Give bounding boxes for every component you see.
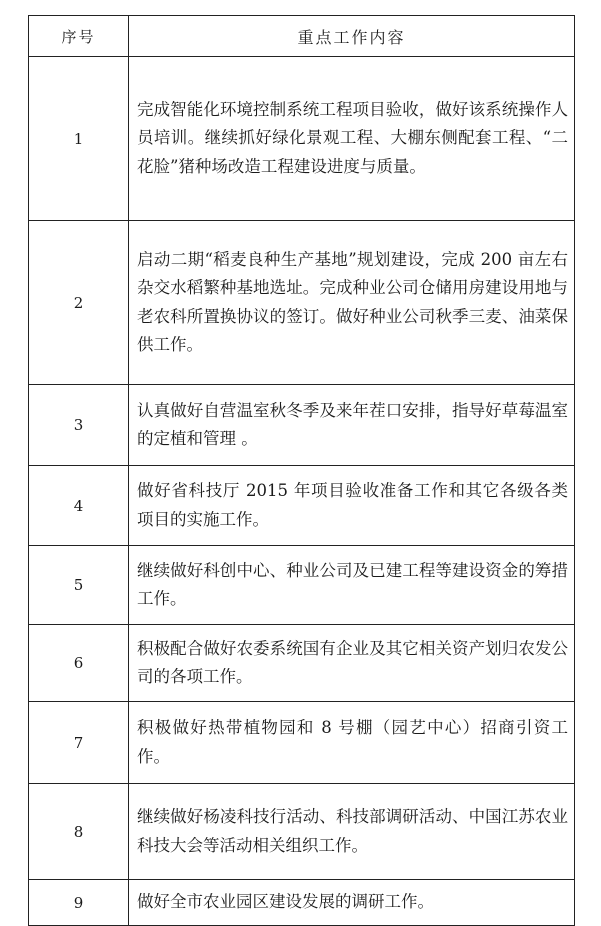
row-number: 8	[29, 784, 129, 880]
table-row	[29, 702, 575, 784]
row-content: 做好全市农业园区建设发展的调研工作。	[129, 880, 575, 926]
table-header-row	[29, 16, 575, 57]
table-row	[29, 221, 575, 385]
row-number: 5	[29, 546, 129, 625]
row-content: 认真做好自营温室秋冬季及来年茬口安排，指导好草莓温室的定植和管理 。	[129, 385, 575, 466]
row-number: 9	[29, 880, 129, 926]
row-number: 1	[29, 57, 129, 221]
table-row	[29, 625, 575, 702]
row-content: 继续做好科创中心、种业公司及已建工程等建设资金的筹措工作。	[129, 546, 575, 625]
table-row	[29, 880, 575, 926]
row-content: 继续做好杨凌科技行活动、科技部调研活动、中国江苏农业科技大会等活动相关组织工作。	[129, 784, 575, 880]
table-row	[29, 784, 575, 880]
table-row	[29, 57, 575, 221]
row-number: 3	[29, 385, 129, 466]
row-content: 做好省科技厅 2015 年项目验收准备工作和其它各级各类项目的实施工作。	[129, 466, 575, 546]
row-number: 2	[29, 221, 129, 385]
row-content: 积极做好热带植物园和 8 号棚（园艺中心）招商引资工作。	[129, 702, 575, 784]
row-number: 6	[29, 625, 129, 702]
table-row	[29, 385, 575, 466]
work-plan-table	[28, 15, 575, 926]
table-row	[29, 546, 575, 625]
header-key-work-content: 重点工作内容	[129, 16, 575, 57]
table-row	[29, 466, 575, 546]
row-content: 完成智能化环境控制系统工程项目验收，做好该系统操作人员培训。继续抓好绿化景观工程、大棚东侧配套工程、“二花脸”猪种场改造工程建设进度与质量。	[129, 57, 575, 221]
row-number: 7	[29, 702, 129, 784]
row-content: 积极配合做好农委系统国有企业及其它相关资产划归农发公司的各项工作。	[129, 625, 575, 702]
row-number: 4	[29, 466, 129, 546]
header-serial-number: 序号	[29, 16, 129, 57]
row-content: 启动二期“稻麦良种生产基地”规划建设，完成 200 亩左右杂交水稻繁种基地选址。完成种业公司仓储用房建设用地与老农科所置换协议的签订。做好种业公司秋季三麦、油菜保供工作。	[129, 221, 575, 385]
